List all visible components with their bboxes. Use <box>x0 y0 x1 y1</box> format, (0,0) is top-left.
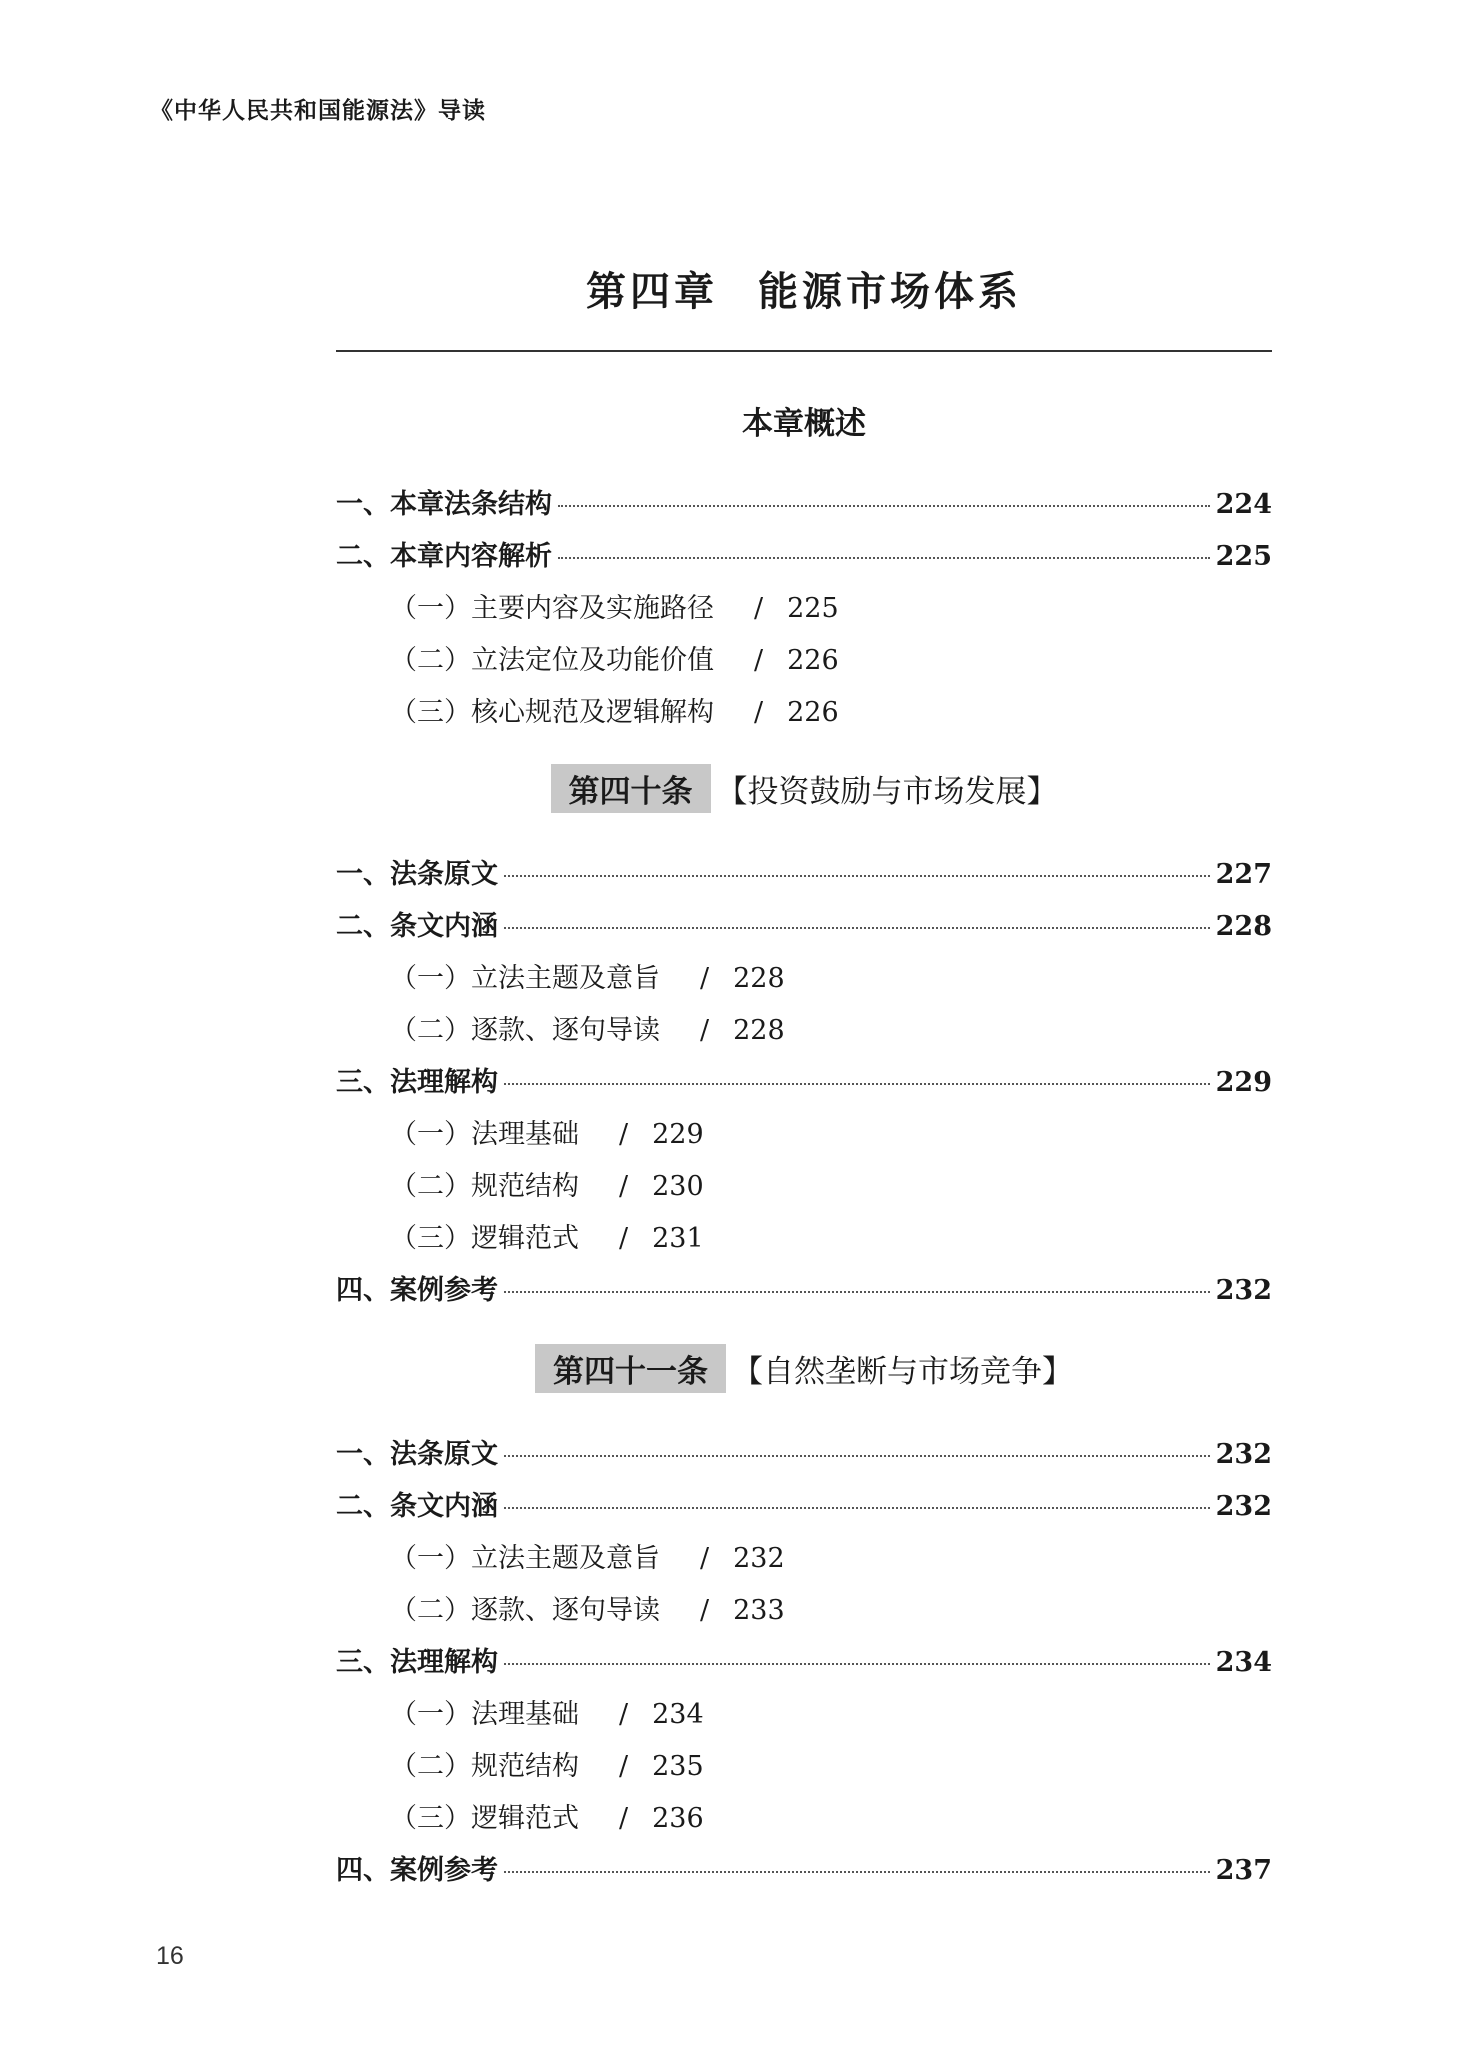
dot-leader <box>558 505 1210 507</box>
dot-leader <box>504 1083 1210 1085</box>
toc-subentry[interactable] <box>390 586 839 626</box>
toc-subentry-label: （一）主要内容及实施路径 <box>390 593 714 624</box>
toc-entry[interactable] <box>336 1848 1272 1888</box>
toc-entry-page: 234 <box>1215 1647 1272 1678</box>
toc-entry-page: 227 <box>1215 859 1272 890</box>
toc-subentry-label: （一）立法主题及意旨 <box>390 963 660 994</box>
toc-subentry-separator: / <box>619 1803 629 1834</box>
toc-entry-page: 229 <box>1215 1067 1272 1098</box>
toc-subentry[interactable] <box>390 638 839 678</box>
article-topic: 【自然垄断与市场竞争】 <box>732 1354 1073 1390</box>
toc-subentry[interactable] <box>390 1536 785 1576</box>
page-number: 16 <box>156 1942 184 1970</box>
dot-leader <box>504 1507 1210 1509</box>
toc-subentry[interactable] <box>390 1796 704 1836</box>
toc-subentry-separator: / <box>700 1543 710 1574</box>
toc-entry-label: 一、法条原文 <box>336 1439 498 1470</box>
toc-subentry-page: 234 <box>652 1699 704 1730</box>
toc-subentry[interactable] <box>390 690 839 730</box>
toc-subentry-label: （二）逐款、逐句导读 <box>390 1595 660 1626</box>
toc-entry-page: 232 <box>1215 1275 1272 1306</box>
article-heading <box>336 1344 1272 1393</box>
toc-subentry-label: （三）逻辑范式 <box>390 1223 579 1254</box>
toc-subentry-separator: / <box>754 645 764 676</box>
chapter-number: 第四章 <box>586 269 718 315</box>
toc-subentry-label: （二）立法定位及功能价值 <box>390 645 714 676</box>
toc-entry-label: 四、案例参考 <box>336 1275 498 1306</box>
toc-subentry-page: 228 <box>733 1015 785 1046</box>
dot-leader <box>504 875 1210 877</box>
dot-leader <box>504 1871 1210 1873</box>
toc-subentry-separator: / <box>619 1119 629 1150</box>
overview-heading: 本章概述 <box>742 406 866 442</box>
toc-subentry-label: （一）法理基础 <box>390 1699 579 1730</box>
toc-entry-label: 二、条文内涵 <box>336 1491 498 1522</box>
toc-subentry-page: 235 <box>652 1751 704 1782</box>
toc-entry-label: 一、法条原文 <box>336 859 498 890</box>
article-label: 第四十条 <box>551 764 711 813</box>
toc-subentry-separator: / <box>700 1595 710 1626</box>
dot-leader <box>504 927 1210 929</box>
toc-entry-label: 三、法理解构 <box>336 1647 498 1678</box>
article-topic: 【投资鼓励与市场发展】 <box>716 774 1058 810</box>
article-heading <box>336 764 1272 813</box>
article-label: 第四十一条 <box>535 1344 726 1393</box>
toc-subentry-page: 232 <box>733 1543 785 1574</box>
toc-subentry-separator: / <box>619 1171 629 1202</box>
toc-subentry-label: （一）法理基础 <box>390 1119 579 1150</box>
toc-entry[interactable] <box>336 1268 1272 1308</box>
chapter-title <box>336 260 1272 317</box>
toc-subentry[interactable] <box>390 1692 704 1732</box>
toc-entry[interactable] <box>336 1060 1272 1100</box>
toc-subentry-label: （二）规范结构 <box>390 1171 579 1202</box>
toc-entry-page: 228 <box>1215 911 1272 942</box>
title-rule <box>336 350 1272 352</box>
dot-leader <box>558 557 1210 559</box>
toc-subentry[interactable] <box>390 1164 704 1204</box>
toc-entry[interactable] <box>336 1640 1272 1680</box>
toc-subentry-label: （二）规范结构 <box>390 1751 579 1782</box>
chapter-name: 能源市场体系 <box>758 269 1022 315</box>
toc-subentry[interactable] <box>390 1112 704 1152</box>
toc-subentry-page: 233 <box>733 1595 785 1626</box>
toc-subentry-label: （二）逐款、逐句导读 <box>390 1015 660 1046</box>
toc-subentry-page: 229 <box>652 1119 704 1150</box>
toc-entry-page: 224 <box>1215 489 1272 520</box>
toc-entry-label: 一、本章法条结构 <box>336 489 552 520</box>
toc-subentry-label: （一）立法主题及意旨 <box>390 1543 660 1574</box>
toc-subentry-page: 225 <box>787 593 839 624</box>
toc-subentry-page: 228 <box>733 963 785 994</box>
toc-subentry-label: （三）核心规范及逻辑解构 <box>390 697 714 728</box>
toc-entry[interactable] <box>336 904 1272 944</box>
toc-subentry[interactable] <box>390 1744 704 1784</box>
toc-subentry-separator: / <box>754 593 764 624</box>
toc-entry-page: 237 <box>1215 1855 1272 1886</box>
toc-subentry[interactable] <box>390 1008 785 1048</box>
toc-subentry-separator: / <box>619 1223 629 1254</box>
running-header: 《中华人民共和国能源法》导读 <box>150 97 486 124</box>
dot-leader <box>504 1291 1210 1293</box>
toc-subentry-separator: / <box>700 1015 710 1046</box>
toc-entry-label: 二、条文内涵 <box>336 911 498 942</box>
toc-entry-page: 232 <box>1215 1439 1272 1470</box>
toc-subentry[interactable] <box>390 1216 704 1256</box>
toc-subentry[interactable] <box>390 1588 785 1628</box>
toc-entry-label: 二、本章内容解析 <box>336 541 552 572</box>
dot-leader <box>504 1663 1210 1665</box>
toc-subentry-separator: / <box>619 1751 629 1782</box>
toc-subentry-page: 236 <box>652 1803 704 1834</box>
toc-subentry[interactable] <box>390 956 785 996</box>
toc-entry-label: 四、案例参考 <box>336 1855 498 1886</box>
toc-subentry-label: （三）逻辑范式 <box>390 1803 579 1834</box>
toc-entry-label: 三、法理解构 <box>336 1067 498 1098</box>
toc-entry[interactable] <box>336 482 1272 522</box>
toc-subentry-separator: / <box>754 697 764 728</box>
toc-subentry-separator: / <box>619 1699 629 1730</box>
dot-leader <box>504 1455 1210 1457</box>
toc-subentry-page: 226 <box>787 645 839 676</box>
toc-entry[interactable] <box>336 534 1272 574</box>
toc-subentry-separator: / <box>700 963 710 994</box>
toc-subentry-page: 230 <box>652 1171 704 1202</box>
toc-entry[interactable] <box>336 852 1272 892</box>
toc-subentry-page: 226 <box>787 697 839 728</box>
toc-subentry-page: 231 <box>652 1223 704 1254</box>
toc-entry[interactable] <box>336 1484 1272 1524</box>
toc-entry-page: 225 <box>1215 541 1272 572</box>
toc-entry[interactable] <box>336 1432 1272 1472</box>
toc-entry-page: 232 <box>1215 1491 1272 1522</box>
